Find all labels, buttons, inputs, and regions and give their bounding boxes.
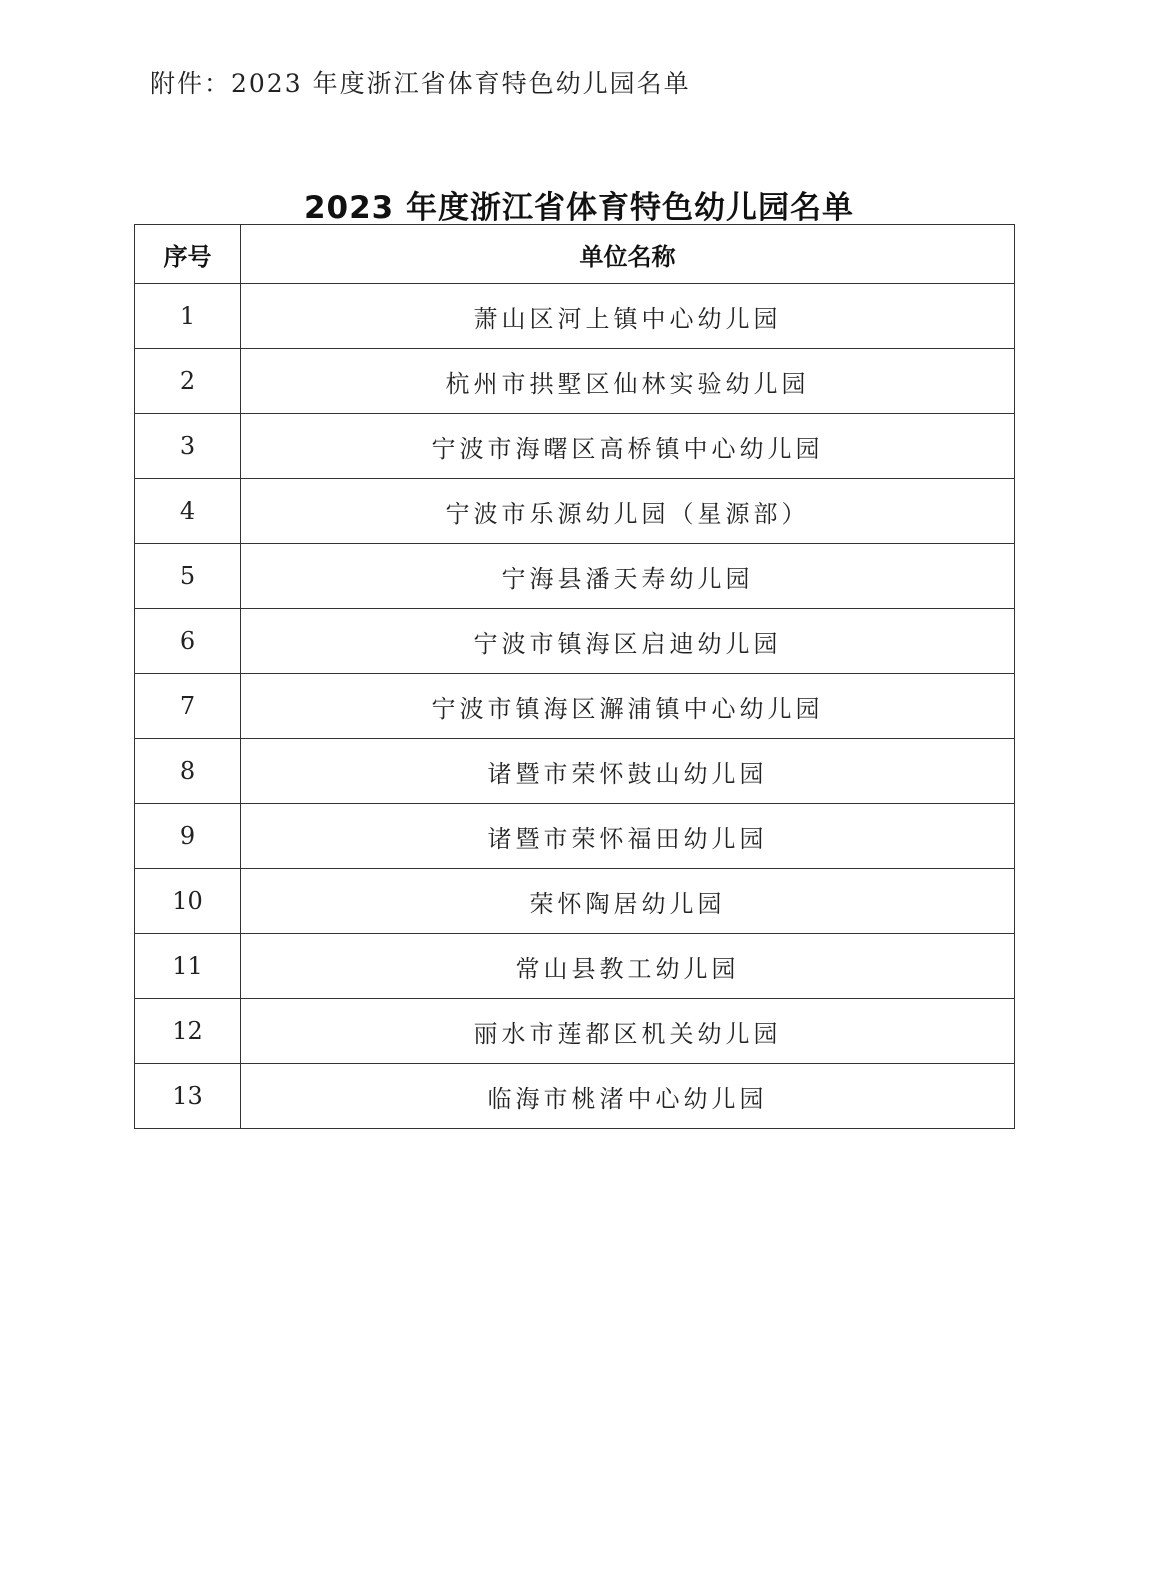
table-row [135,284,1015,349]
row-number: 5 [135,544,241,609]
table-row [135,544,1015,609]
table-row [135,1064,1015,1129]
row-number: 1 [135,284,241,349]
table-row [135,804,1015,869]
row-number: 9 [135,804,241,869]
row-number: 4 [135,479,241,544]
table-row [135,414,1015,479]
row-name: 杭州市拱墅区仙林实验幼儿园 [241,349,1015,414]
table-header-row [135,225,1015,284]
row-number: 10 [135,869,241,934]
row-number: 2 [135,349,241,414]
row-number: 13 [135,1064,241,1129]
row-number: 11 [135,934,241,999]
table-row [135,609,1015,674]
table-row [135,479,1015,544]
row-number: 12 [135,999,241,1064]
header-number: 序号 [135,225,241,284]
table-row [135,999,1015,1064]
row-number: 6 [135,609,241,674]
attachment-line: 附件：2023 年度浙江省体育特色幼儿园名单 [150,69,691,98]
row-name: 宁波市镇海区启迪幼儿园 [241,609,1015,674]
row-name: 临海市桃渚中心幼儿园 [241,1064,1015,1129]
row-name: 宁海县潘天寿幼儿园 [241,544,1015,609]
row-name: 宁波市镇海区澥浦镇中心幼儿园 [241,674,1015,739]
row-name: 诸暨市荣怀福田幼儿园 [241,804,1015,869]
row-name: 宁波市海曙区高桥镇中心幼儿园 [241,414,1015,479]
table-row [135,674,1015,739]
table-row [135,869,1015,934]
row-number: 7 [135,674,241,739]
kindergarten-list-table [134,224,1015,1129]
row-name: 宁波市乐源幼儿园（星源部） [241,479,1015,544]
header-name: 单位名称 [241,225,1015,284]
row-name: 荣怀陶居幼儿园 [241,869,1015,934]
table-row [135,739,1015,804]
table-row [135,349,1015,414]
document-title: 2023 年度浙江省体育特色幼儿园名单 [303,190,855,226]
row-number: 8 [135,739,241,804]
row-name: 萧山区河上镇中心幼儿园 [241,284,1015,349]
table-row [135,934,1015,999]
row-number: 3 [135,414,241,479]
row-name: 常山县教工幼儿园 [241,934,1015,999]
row-name: 丽水市莲都区机关幼儿园 [241,999,1015,1064]
row-name: 诸暨市荣怀鼓山幼儿园 [241,739,1015,804]
